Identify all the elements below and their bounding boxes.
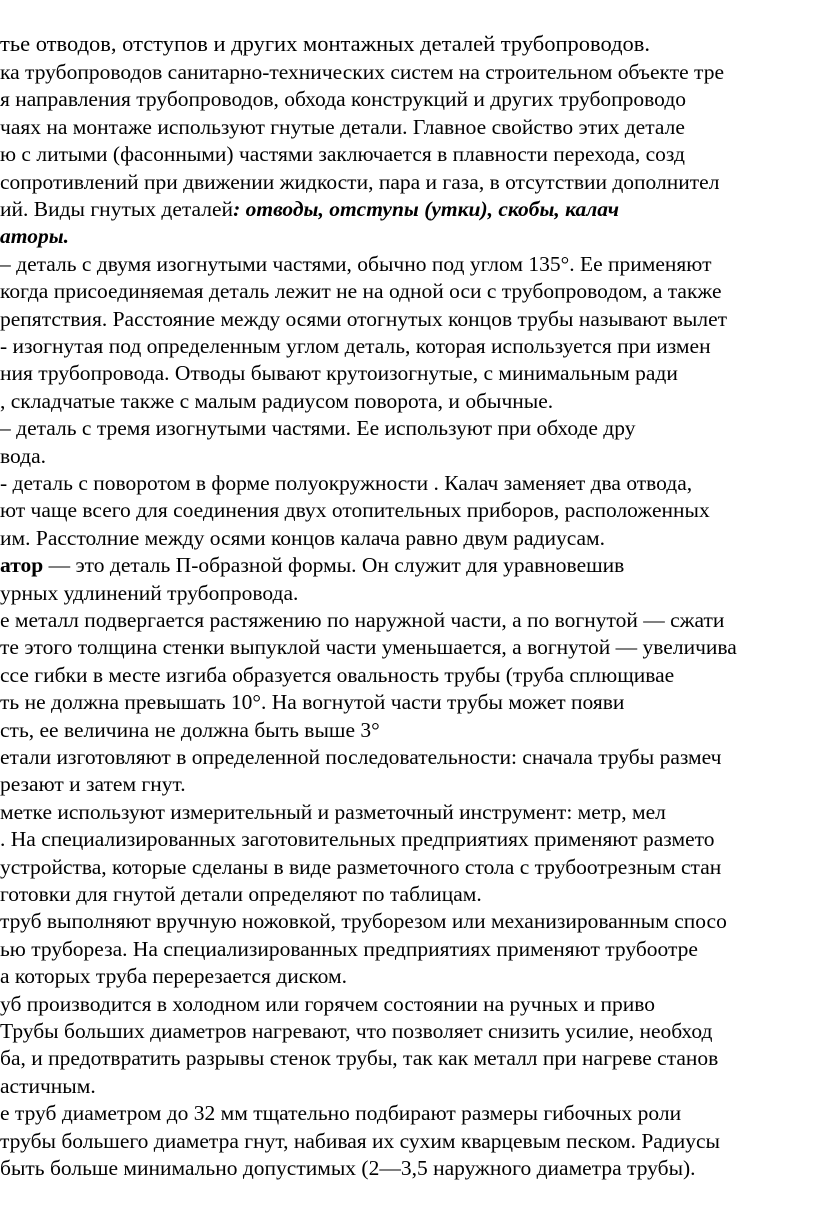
- line-text: ссе гибки в месте изгиба образуется овальность трубы (труба сплющивае: [0, 662, 675, 687]
- text-line: [0, 415, 635, 442]
- text-line: [0, 936, 698, 963]
- line-text: резают и затем гнут.: [0, 772, 186, 797]
- line-text: ть не должна превышать 10°. На вогнутой части трубы может появи: [0, 690, 625, 715]
- document-title: тье отводов, отступов и других монтажных деталей трубопроводов.: [0, 31, 651, 56]
- line-text: сопротивлений при движении жидкости, пара и газа, в отсутствии дополнител: [0, 169, 720, 194]
- text-line: [0, 223, 69, 250]
- text-line: [0, 1018, 712, 1045]
- line-text: ния трубопровода. Отводы бывают крутоизогнутые, с минимальным ради: [0, 361, 678, 386]
- text-line: [0, 881, 482, 908]
- line-text: , складчатые также с малым радиусом поворота, и обычные.: [0, 388, 554, 413]
- text-line: [0, 908, 727, 935]
- text-line: [0, 991, 655, 1018]
- line-text: чаях на монтаже используют гнутые детали. Главное свойство этих детале: [0, 114, 685, 139]
- text-line: [0, 689, 624, 716]
- line-text: когда присоединяемая деталь лежит не на одной оси с трубопроводом, а также: [0, 279, 722, 304]
- text-line: [0, 1128, 720, 1155]
- text-line: [0, 854, 721, 881]
- text-line: [0, 607, 724, 634]
- text-line: [0, 86, 686, 113]
- line-text: устройства, которые сделаны в виде разметочного стола с трубоотрезным стан: [0, 854, 722, 879]
- line-text: ка трубопроводов санитарно-технических систем на строительном объекте тре: [0, 60, 725, 84]
- emphasized-text: : отводы, отступы (утки), скобы, калач: [233, 197, 620, 221]
- text-line: [0, 278, 722, 305]
- line-text: метке используют измерительный и разметочный инструмент: метр, мел: [0, 799, 666, 824]
- line-text: е металл подвергается растяжению по наружной части, а по вогнутой — сжати: [0, 608, 725, 632]
- line-text: урных удлинений трубопровода.: [0, 580, 299, 605]
- text-line: [0, 196, 619, 223]
- text-line: [0, 59, 724, 86]
- text-line: [0, 360, 678, 387]
- text-line: [0, 771, 186, 798]
- line-text: ью трубореза. На специализированных предприятиях применяют трубоотре: [0, 936, 698, 961]
- line-text: - деталь с поворотом в форме полуокружности . Калач заменяет два отвода,: [0, 471, 698, 495]
- line-text: уб производится в холодном или горячем состоянии на ручных и приво: [0, 991, 656, 1016]
- text-line: [0, 662, 674, 689]
- line-text: те этого толщина стенки выпуклой части уменьшается, а вогнутой — увеличива: [0, 635, 737, 660]
- line-text: ий. Виды гнутых деталей: [0, 197, 234, 221]
- line-text: – деталь с тремя изогнутыми частями. Ее используют при обходе дру: [0, 416, 636, 441]
- line-text: вода.: [0, 443, 46, 468]
- text-line: [0, 580, 298, 607]
- line-text: репятствия. Расстояние между осями отогнутых концов трубы называют вылет: [0, 306, 728, 331]
- text-line: [0, 169, 719, 196]
- line-text: ют чаще всего для соединения двух отопительных приборов, расположенных: [0, 498, 710, 523]
- text-line: [0, 114, 685, 141]
- text-line: [0, 525, 605, 552]
- text-line: [0, 1155, 696, 1182]
- text-line: [0, 1073, 96, 1100]
- emphasized-text: атор: [0, 553, 44, 578]
- line-text: трубы большего диаметра гнут, набивая их сухим кварцевым песком. Радиусы: [0, 1128, 720, 1153]
- text-line: [0, 251, 711, 278]
- line-text: е труб диаметром до 32 мм тщательно подбирают размеры гибочных роли: [0, 1101, 682, 1126]
- text-line: [0, 306, 727, 333]
- text-line: [0, 634, 737, 661]
- line-text: — это деталь П-образной формы. Он служит для уравновешив: [43, 553, 625, 578]
- text-line: [0, 717, 380, 744]
- line-text: готовки для гнутой детали определяют по таблицам.: [0, 882, 482, 906]
- line-text: труб выполняют вручную ножовкой, труборезом или механизированным спосо: [0, 909, 727, 934]
- line-text: сть, ее величина не должна быть выше 3°: [0, 717, 380, 742]
- text-line: [0, 470, 698, 497]
- line-text: – деталь с двумя изогнутыми частями, обычно под углом 135°. Ее применяют: [0, 251, 712, 276]
- line-text: я направления трубопроводов, обхода конструкций и других трубопроводо: [0, 87, 687, 112]
- text-line: [0, 1045, 718, 1072]
- emphasized-text: аторы.: [0, 224, 69, 249]
- line-text: - изогнутая под определенным углом деталь, которая используется при измен: [0, 334, 711, 358]
- line-text: етали изготовляют в определенной последовательности: сначала трубы размеч: [0, 745, 722, 769]
- text-line: [0, 443, 46, 470]
- text-line: [0, 388, 553, 415]
- line-text: быть больше минимально допустимых (2—3,5 наружного диаметра трубы).: [0, 1156, 696, 1180]
- line-text: астичным.: [0, 1073, 96, 1098]
- text-line: [0, 333, 711, 360]
- line-text: им. Расстолние между осями концов калача равно двум радиусам.: [0, 525, 606, 550]
- text-line: [0, 141, 685, 168]
- text-line: [0, 1100, 681, 1127]
- line-text: а которых труба перерезается диском.: [0, 964, 347, 989]
- line-text: ю с литыми (фасонными) частями заключается в плавности перехода, созд: [0, 142, 685, 167]
- line-text: ба, и предотвратить разрывы стенок трубы, так как металл при нагреве станов: [0, 1046, 719, 1071]
- text-line: [0, 826, 714, 853]
- text-line: [0, 497, 710, 524]
- text-line: [0, 552, 624, 579]
- text-line: [0, 744, 721, 771]
- text-line: [0, 963, 347, 990]
- line-text: . На специализированных заготовительных предприятиях применяют размето: [0, 827, 715, 852]
- text-line: [0, 799, 666, 826]
- line-text: Трубы больших диаметров нагревают, что позволяет снизить усилие, необход: [0, 1019, 713, 1043]
